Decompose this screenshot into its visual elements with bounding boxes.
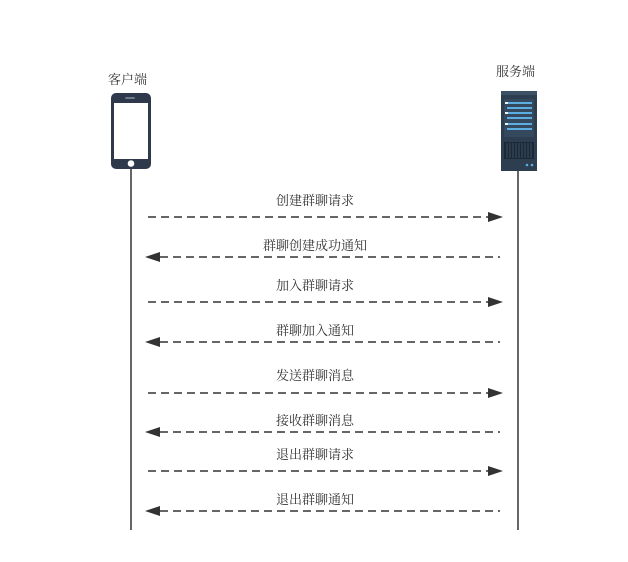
client-label: 客户端 — [108, 73, 148, 88]
message-label: 退出群聊通知 — [275, 493, 354, 508]
arrowhead-icon — [145, 506, 160, 516]
arrowhead-icon — [145, 252, 160, 262]
arrowhead-icon — [488, 388, 503, 398]
arrowhead-icon — [488, 466, 503, 476]
arrowhead-icon — [145, 427, 160, 437]
message-label: 发送群聊消息 — [275, 369, 354, 384]
arrowhead-icon — [488, 212, 503, 222]
message-label: 退出群聊请求 — [275, 448, 354, 463]
message-label: 创建群聊请求 — [275, 194, 354, 209]
server-icon — [501, 91, 537, 171]
smartphone-icon — [111, 93, 151, 169]
message-label: 加入群聊请求 — [275, 279, 354, 294]
arrowhead-icon — [145, 337, 160, 347]
message-label: 接收群聊消息 — [275, 414, 354, 429]
message-arrows — [145, 212, 503, 516]
message-label: 群聊加入通知 — [275, 324, 354, 339]
server-label: 服务端 — [496, 65, 536, 80]
message-label: 群聊创建成功通知 — [262, 239, 367, 254]
arrowhead-icon — [488, 297, 503, 307]
